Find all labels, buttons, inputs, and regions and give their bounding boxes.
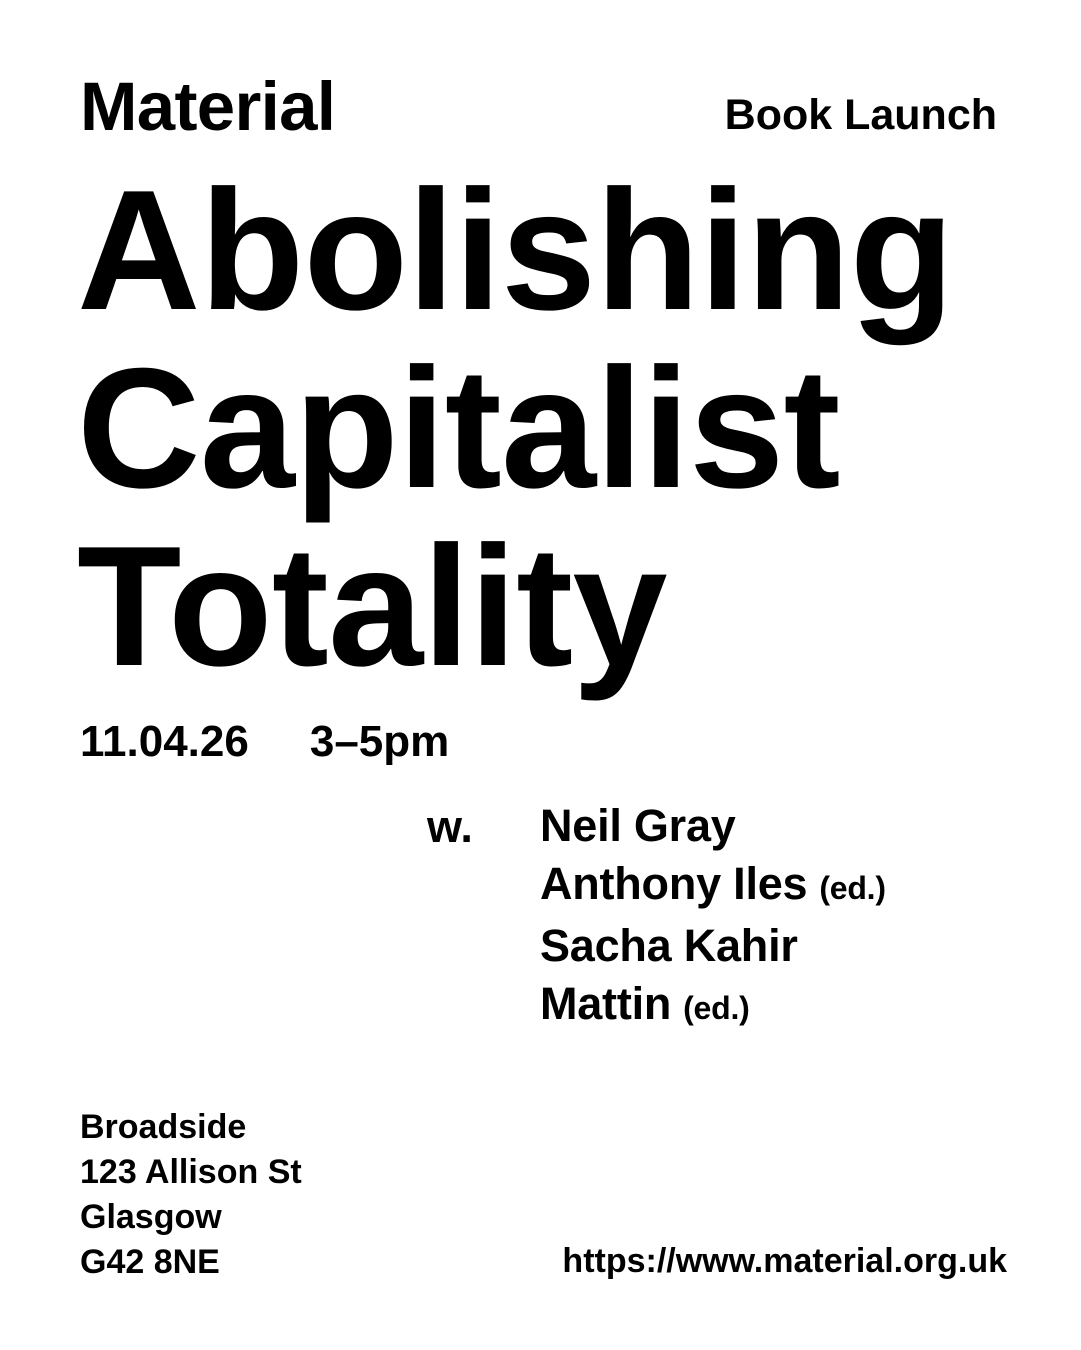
venue-address <box>80 1105 302 1285</box>
speaker-list <box>540 797 886 1037</box>
venue-city: Glasgow <box>80 1198 222 1236</box>
speaker-name: Sacha Kahir <box>540 920 798 971</box>
poster-title <box>77 155 954 702</box>
event-type-label: Book Launch <box>724 91 997 139</box>
title-line-1: Abolishing <box>77 155 954 346</box>
speaker-name: Anthony Iles <box>540 858 808 909</box>
venue-name: Broadside <box>80 1108 247 1146</box>
speaker-name: Neil Gray <box>540 800 736 851</box>
venue-postcode: G42 8NE <box>80 1243 220 1281</box>
speaker-editor-note: (ed.) <box>683 990 750 1026</box>
speaker-row <box>540 975 886 1037</box>
title-line-3: Totality <box>77 511 667 702</box>
speaker-editor-note: (ed.) <box>819 870 886 906</box>
speaker-row <box>540 917 886 975</box>
speaker-row <box>540 855 886 917</box>
brand-logo: Material <box>80 68 336 145</box>
website-url: https://www.material.org.uk <box>562 1242 1007 1280</box>
title-line-2: Capitalist <box>77 333 840 524</box>
with-label: w. <box>427 801 473 852</box>
event-date: 11.04.26 <box>80 717 249 766</box>
event-time: 3–5pm <box>309 717 450 766</box>
venue-street: 123 Allison St <box>80 1153 302 1191</box>
speaker-row <box>540 797 886 855</box>
event-datetime <box>80 717 450 766</box>
speaker-name: Mattin <box>540 978 672 1029</box>
